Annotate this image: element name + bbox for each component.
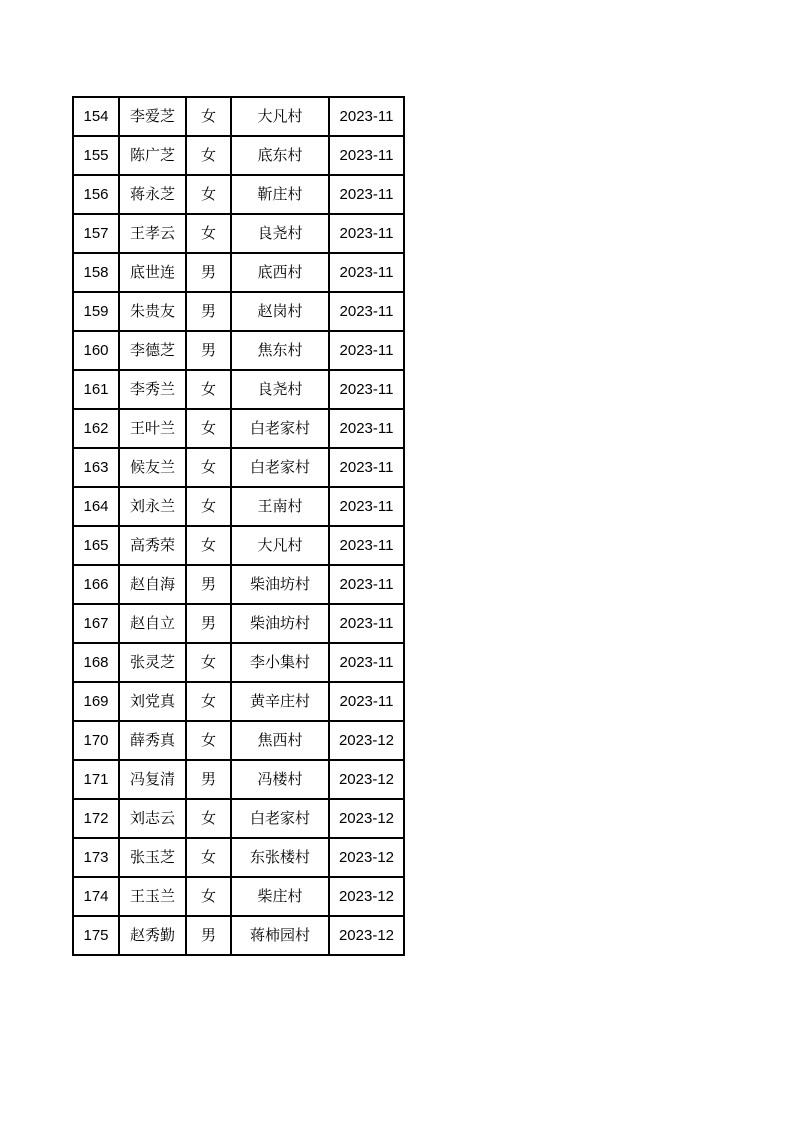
row-number-cell: 159	[73, 292, 119, 331]
date-cell: 2023-11	[329, 370, 404, 409]
name-cell: 薛秀真	[119, 721, 186, 760]
row-number-cell: 175	[73, 916, 119, 955]
table-row	[73, 916, 404, 955]
village-cell: 蒋柿园村	[231, 916, 329, 955]
table-row	[73, 487, 404, 526]
name-cell: 刘志云	[119, 799, 186, 838]
sex-cell: 女	[186, 799, 231, 838]
date-cell: 2023-11	[329, 253, 404, 292]
sex-cell: 女	[186, 448, 231, 487]
village-cell: 白老家村	[231, 799, 329, 838]
sex-cell: 女	[186, 526, 231, 565]
date-cell: 2023-11	[329, 214, 404, 253]
sex-cell: 女	[186, 370, 231, 409]
sex-cell: 女	[186, 877, 231, 916]
name-cell: 冯复清	[119, 760, 186, 799]
name-cell: 李秀兰	[119, 370, 186, 409]
sex-cell: 女	[186, 214, 231, 253]
sex-cell: 女	[186, 175, 231, 214]
row-number-cell: 166	[73, 565, 119, 604]
name-cell: 张玉芝	[119, 838, 186, 877]
name-cell: 李德芝	[119, 331, 186, 370]
sex-cell: 女	[186, 682, 231, 721]
row-number-cell: 161	[73, 370, 119, 409]
village-cell: 白老家村	[231, 448, 329, 487]
table-row	[73, 409, 404, 448]
village-cell: 柴庄村	[231, 877, 329, 916]
village-cell: 白老家村	[231, 409, 329, 448]
sex-cell: 男	[186, 565, 231, 604]
village-cell: 焦西村	[231, 721, 329, 760]
village-cell: 李小集村	[231, 643, 329, 682]
name-cell: 赵自立	[119, 604, 186, 643]
row-number-cell: 160	[73, 331, 119, 370]
table-row	[73, 838, 404, 877]
date-cell: 2023-11	[329, 487, 404, 526]
name-cell: 王孝云	[119, 214, 186, 253]
name-cell: 朱贵友	[119, 292, 186, 331]
sex-cell: 女	[186, 643, 231, 682]
sex-cell: 女	[186, 838, 231, 877]
date-cell: 2023-11	[329, 292, 404, 331]
date-cell: 2023-11	[329, 331, 404, 370]
village-cell: 大凡村	[231, 526, 329, 565]
name-cell: 陈广芝	[119, 136, 186, 175]
village-cell: 底东村	[231, 136, 329, 175]
row-number-cell: 169	[73, 682, 119, 721]
row-number-cell: 168	[73, 643, 119, 682]
table-row	[73, 136, 404, 175]
date-cell: 2023-11	[329, 409, 404, 448]
village-cell: 王南村	[231, 487, 329, 526]
name-cell: 蒋永芝	[119, 175, 186, 214]
row-number-cell: 162	[73, 409, 119, 448]
table-row	[73, 799, 404, 838]
row-number-cell: 155	[73, 136, 119, 175]
name-cell: 李爱芝	[119, 97, 186, 136]
village-cell: 良尧村	[231, 214, 329, 253]
sex-cell: 男	[186, 292, 231, 331]
table-row	[73, 97, 404, 136]
row-number-cell: 171	[73, 760, 119, 799]
date-cell: 2023-11	[329, 526, 404, 565]
village-cell: 大凡村	[231, 97, 329, 136]
date-cell: 2023-12	[329, 721, 404, 760]
row-number-cell: 163	[73, 448, 119, 487]
sex-cell: 男	[186, 760, 231, 799]
table-row	[73, 253, 404, 292]
name-cell: 赵自海	[119, 565, 186, 604]
date-cell: 2023-11	[329, 136, 404, 175]
row-number-cell: 172	[73, 799, 119, 838]
sex-cell: 男	[186, 604, 231, 643]
date-cell: 2023-11	[329, 175, 404, 214]
row-number-cell: 157	[73, 214, 119, 253]
date-cell: 2023-12	[329, 799, 404, 838]
row-number-cell: 156	[73, 175, 119, 214]
date-cell: 2023-12	[329, 916, 404, 955]
name-cell: 刘党真	[119, 682, 186, 721]
table-row	[73, 292, 404, 331]
date-cell: 2023-11	[329, 565, 404, 604]
name-cell: 王玉兰	[119, 877, 186, 916]
sex-cell: 男	[186, 331, 231, 370]
date-cell: 2023-11	[329, 97, 404, 136]
table-row	[73, 214, 404, 253]
table-row	[73, 721, 404, 760]
table-row	[73, 682, 404, 721]
table-row	[73, 643, 404, 682]
name-cell: 高秀荣	[119, 526, 186, 565]
date-cell: 2023-11	[329, 682, 404, 721]
row-number-cell: 158	[73, 253, 119, 292]
name-cell: 刘永兰	[119, 487, 186, 526]
sex-cell: 男	[186, 253, 231, 292]
date-cell: 2023-12	[329, 760, 404, 799]
date-cell: 2023-11	[329, 643, 404, 682]
date-cell: 2023-12	[329, 838, 404, 877]
records-table-body	[73, 97, 404, 955]
table-row	[73, 526, 404, 565]
row-number-cell: 167	[73, 604, 119, 643]
name-cell: 底世连	[119, 253, 186, 292]
table-row	[73, 877, 404, 916]
sex-cell: 男	[186, 916, 231, 955]
table-row	[73, 760, 404, 799]
table-row	[73, 370, 404, 409]
sex-cell: 女	[186, 97, 231, 136]
name-cell: 候友兰	[119, 448, 186, 487]
records-table	[72, 96, 405, 956]
date-cell: 2023-11	[329, 604, 404, 643]
name-cell: 张灵芝	[119, 643, 186, 682]
village-cell: 靳庄村	[231, 175, 329, 214]
row-number-cell: 170	[73, 721, 119, 760]
table-row	[73, 175, 404, 214]
village-cell: 东张楼村	[231, 838, 329, 877]
row-number-cell: 164	[73, 487, 119, 526]
village-cell: 良尧村	[231, 370, 329, 409]
date-cell: 2023-12	[329, 877, 404, 916]
table-row	[73, 604, 404, 643]
sex-cell: 女	[186, 409, 231, 448]
village-cell: 底西村	[231, 253, 329, 292]
table-row	[73, 331, 404, 370]
table-row	[73, 565, 404, 604]
row-number-cell: 165	[73, 526, 119, 565]
village-cell: 柴油坊村	[231, 604, 329, 643]
name-cell: 赵秀勤	[119, 916, 186, 955]
name-cell: 王叶兰	[119, 409, 186, 448]
village-cell: 赵岗村	[231, 292, 329, 331]
row-number-cell: 174	[73, 877, 119, 916]
table-row	[73, 448, 404, 487]
village-cell: 冯楼村	[231, 760, 329, 799]
row-number-cell: 154	[73, 97, 119, 136]
date-cell: 2023-11	[329, 448, 404, 487]
village-cell: 焦东村	[231, 331, 329, 370]
sex-cell: 女	[186, 721, 231, 760]
village-cell: 黄辛庄村	[231, 682, 329, 721]
row-number-cell: 173	[73, 838, 119, 877]
sex-cell: 女	[186, 136, 231, 175]
village-cell: 柴油坊村	[231, 565, 329, 604]
sex-cell: 女	[186, 487, 231, 526]
